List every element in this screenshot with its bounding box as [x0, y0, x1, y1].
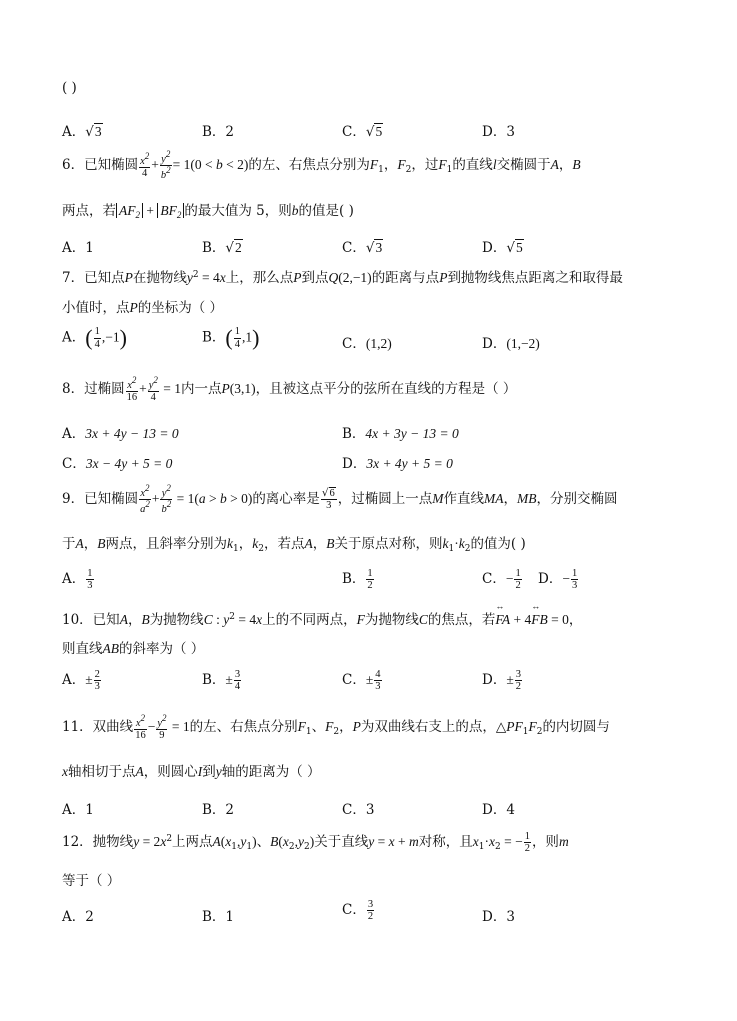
q9-line1: 9．已知椭圆 $\frac{x^2}{a^2}$ + $\frac{y^2}{b^2}$ = 1(a > b > 0)的离心率是 $\frac{√6}{3}$ ，过椭圆上一点M作直线MA，MB，分别交椭圆 [62, 483, 618, 516]
q11-option-c: C．3 [342, 802, 375, 818]
q6-option-b: B．√2 [202, 240, 242, 256]
q11-option-a: A．1 [62, 802, 94, 818]
q9-line2: 于A，B两点，且斜率分别为$k_1$，$k_2$，若点A，B关于原点对称，则$k_1\cdot k_2$的值为( ) [62, 536, 526, 554]
q7-line2: 小值时，点P的坐标为（ ） [62, 300, 224, 316]
q12-option-d: D．3 [482, 909, 515, 925]
q10-option-a: A．± $\frac{2}{3}$ [62, 668, 100, 692]
q10-line1: 10．已知A，B为抛物线C : $y^2 = 4x$上的不同两点，F为抛物线C的焦点，若↔ FA + 4↔ FB = 0， [62, 608, 582, 628]
q5-option-a: A．√3 [62, 124, 102, 140]
q6-option-a: A．1 [62, 240, 94, 256]
q10-option-d: D．± $\frac{3}{2}$ [482, 668, 521, 692]
q10-option-c: C．± $\frac{4}{3}$ [342, 668, 381, 692]
q11-option-d: D．4 [482, 802, 515, 818]
q10-option-b: B．± $\frac{3}{4}$ [202, 668, 241, 692]
q8-option-d: D．3x + 4y + 5 = 0 [342, 456, 453, 472]
q12-option-a: A．2 [62, 909, 94, 925]
q7-option-a: A．( $\frac{1}{4}$ ,−1) [62, 325, 127, 350]
q12-option-c: C． $\frac{3}{2}$ [342, 898, 374, 922]
q8-option-c: C．3x − 4y + 5 = 0 [62, 456, 173, 472]
q7-option-b: B．( $\frac{1}{4}$ ,1) [202, 325, 260, 350]
q6-line2: 两点，若 $AF_2 + BF_2$ 的最大值为 5，则b的值是( ) [62, 203, 354, 220]
q11-line2: x轴相切于点A，则圆心I到y轴的距离为（ ） [62, 764, 321, 780]
q5-option-d: D．3 [482, 124, 515, 140]
q9-option-c: C．− $\frac{1}{2}$ [482, 567, 521, 591]
q12-line1: 12．抛物线$y = 2x^2$上两点$A(x_1,y_1)$、$B(x_2,y_2)$关于直线y = x + m对称，且$x_1\cdot x_2$ = − $\frac{1}{2}$ ，则m [62, 830, 569, 854]
q6-option-c: C．√3 [342, 240, 383, 256]
q11-line1: 11．双曲线 $\frac{x^2}{16}$ − $\frac{y^2}{9}$ = 1的左、右焦点分别$F_1$、$F_2$，P为双曲线右支上的点，$\triangle PF_1F_2$的内切圆与 [62, 713, 610, 742]
q7-line1: 7．已知点P在抛物线$y^2 = 4x$上，那么点P到点Q(2,−1)的距离与点P到抛物线焦点距离之和取得最 [62, 270, 623, 286]
q12-line2: 等于（ ） [62, 873, 121, 889]
q7-option-d: D．(1,−2) [482, 336, 540, 352]
q9-option-b: B． $\frac{1}{2}$ [342, 567, 373, 591]
q9-option-a: A． $\frac{1}{3}$ [62, 567, 93, 591]
q7-option-c: C．(1,2) [342, 336, 392, 352]
q8-option-b: B．4x + 3y − 13 = 0 [342, 426, 459, 442]
q8-line1: 8．过椭圆 $\frac{x^2}{16}$ + $\frac{y^2}{4}$ = 1内一点P(3,1)，且被这点平分的弦所在直线的方程是（ ） [62, 375, 517, 404]
q6-line1: 6．已知椭圆 $\frac{x^2}{4}$ + $\frac{y^2}{b^2}$ = 1(0 < b < 2)的左、右焦点分别为$F_1$，$F_2$，过$F_1$的直线l交椭圆于A，B [62, 149, 581, 182]
q5-option-c: C．√5 [342, 124, 383, 140]
q11-option-b: B．2 [202, 802, 235, 818]
q6-option-d: D．√5 [482, 240, 523, 256]
q5-option-b: B．2 [202, 124, 235, 140]
q9-option-d: D．− $\frac{1}{3}$ [538, 567, 578, 591]
q8-option-a: A．3x + 4y − 13 = 0 [62, 426, 179, 442]
q10-line2: 则直线AB的斜率为（ ） [62, 641, 205, 657]
q12-option-b: B．1 [202, 909, 235, 925]
q5-bracket: ( ) [62, 80, 77, 96]
